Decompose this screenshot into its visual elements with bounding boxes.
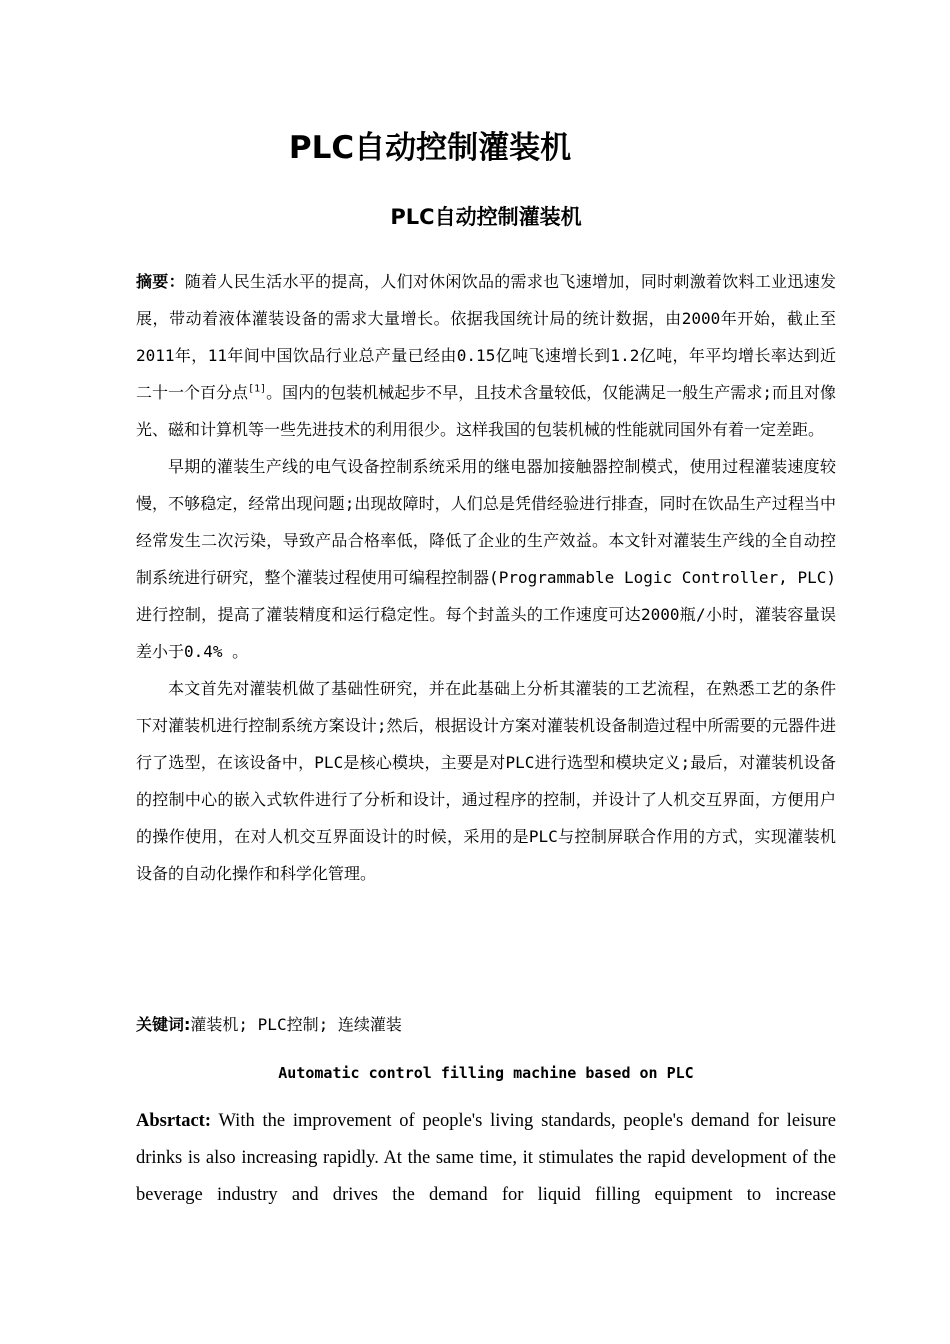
english-title: Automatic control filling machine based on PLC — [278, 1064, 694, 1082]
english-abstract-label: Absrtact: — [136, 1111, 212, 1131]
document-subtitle: PLC自动控制灌装机 — [390, 205, 582, 229]
keywords-text: 灌装机; PLC控制; 连续灌装 — [190, 1015, 402, 1034]
abstract-p1-text: 随着人民生活水平的提高，人们对休闲饮品的需求也飞速增加，同时刺激着饮料工业迅速发展，带动着液体灌装设备的需求大量增长。依据我国统计局的统计数据，由2000年开始，截止至2011年，11年间中国饮品行业总产量已经由0.15亿吨飞速增长到1.2亿吨，年平均增长率达到近二十一个百分点 — [136, 272, 836, 402]
abstract-paragraph-1 — [136, 263, 836, 448]
keywords-line — [136, 1006, 836, 1043]
abstract-p1-text-continued: 。国内的包装机械起步不早，且技术含量较低，仅能满足一般生产需求;而且对像光、磁和计算机等一些先进技术的利用很少。这样我国的包装机械的性能就同国外有着一定差距。 — [136, 383, 836, 439]
chinese-abstract — [136, 263, 836, 892]
abstract-paragraph-3: 本文首先对灌装机做了基础性研究，并在此基础上分析其灌装的工艺流程，在熟悉工艺的条件下对灌装机进行控制系统方案设计;然后，根据设计方案对灌装机设备制造过程中所需要的元器件进行了选型，在该设备中，PLC是核心模块，主要是对PLC进行选型和模块定义;最后，对灌装机设备的控制中心的嵌入式软件进行了分析和设计，通过程序的控制，并设计了人机交互界面，方便用户的操作使用，在对人机交互界面设计的时候，采用的是PLC与控制屏联合作用的方式，实现灌装机设备的自动化操作和科学化管理。 — [136, 679, 836, 883]
citation-ref: [1] — [248, 383, 267, 395]
document-title: PLC自动控制灌装机 — [288, 130, 572, 166]
abstract-paragraph-2: 早期的灌装生产线的电气设备控制系统采用的继电器加接触器控制模式，使用过程灌装速度较慢，不够稳定，经常出现问题;出现故障时，人们总是凭借经验进行排查，同时在饮品生产过程当中经常发生二次污染，导致产品合格率低，降低了企业的生产效益。本文针对灌装生产线的全自动控制系统进行研究，整个灌装过程使用可编程控制器(Programmable Logic Controller, PLC)进行控制，提高了灌装精度和运行稳定性。每个封盖头的工作速度可达2000瓶/小时，灌装容量误差小于0.4% 。 — [136, 457, 836, 661]
keywords-label: 关键词: — [136, 1015, 191, 1034]
english-abstract — [136, 1103, 836, 1214]
abstract-label: 摘要： — [136, 272, 185, 291]
english-abstract-text: With the improvement of people's living standards, people's demand for leisure drinks is also increasing rapidly. At the same time, it stimulates the rapid development of the beverage industry and drives the demand for liquid filling equipment to increase — [136, 1111, 836, 1205]
